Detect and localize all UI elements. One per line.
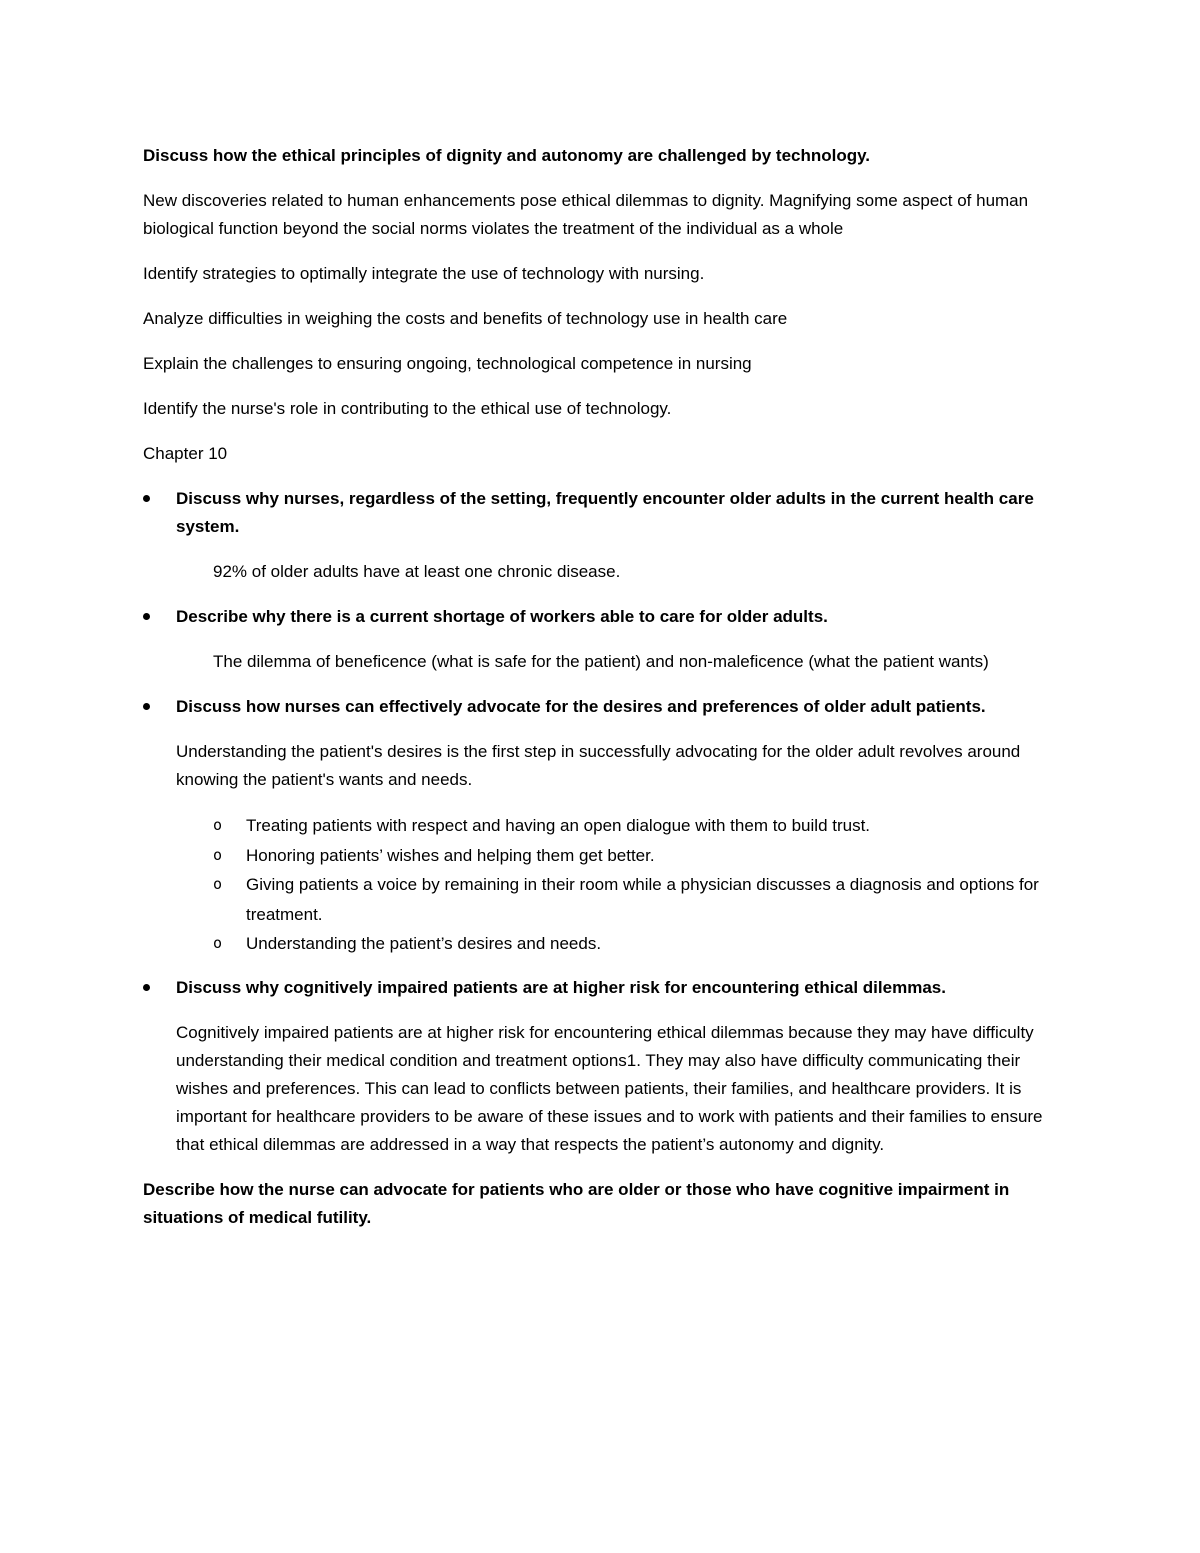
bullet-title: Discuss why nurses, regardless of the setting, frequently encounter older adults in the current health care system. <box>176 489 1034 536</box>
bullet-title: Discuss how nurses can effectively advocate for the desires and preferences of older adult patients. <box>176 697 986 716</box>
paragraph: Identify the nurse's role in contributing to the ethical use of technology. <box>143 399 672 418</box>
paragraph: Identify strategies to optimally integrate the use of technology with nursing. <box>143 264 705 283</box>
paragraph: Explain the challenges to ensuring ongoing, technological competence in nursing <box>143 354 752 373</box>
paragraph: New discoveries related to human enhancements pose ethical dilemmas to dignity. Magnifying some aspect of human biological function beyond the social norms violates the treatment of the individual as a whole <box>143 191 1029 238</box>
paragraph: Analyze difficulties in weighing the costs and benefits of technology use in health care <box>143 309 788 328</box>
bullet-title: Describe why there is a current shortage of workers able to care for older adults. <box>176 607 828 626</box>
bullet-item <box>143 693 1063 721</box>
circle-bullet-icon: o <box>213 934 223 952</box>
sub-list-item: o Treating patients with respect and having an open dialogue with them to build trust. <box>143 811 1063 841</box>
bullet-icon <box>143 495 150 502</box>
circle-bullet-icon: o <box>213 875 223 893</box>
circle-bullet-icon: o <box>213 816 223 834</box>
circle-bullet-icon: o <box>213 845 223 864</box>
sub-list-item: o Giving patients a voice by remaining in their room while a physician discusses a diagnosis and options for treatment. <box>143 870 1063 929</box>
bullet-answer: The dilemma of beneficence (what is safe for the patient) and non-maleficence (what the patient wants) <box>213 652 989 671</box>
bullet-answer: 92% of older adults have at least one chronic disease. <box>213 562 621 581</box>
bullet-answer: Understanding the patient's desires is the first step in successfully advocating for the older adult revolves around knowing the patient's wants and needs. <box>176 742 1021 789</box>
section-heading: Discuss how the ethical principles of dignity and autonomy are challenged by technology. <box>143 146 871 165</box>
bullet-item <box>143 974 1063 1002</box>
sub-list-item: o Honoring patients’ wishes and helping them get better. <box>143 841 1063 871</box>
bullet-icon <box>143 984 150 991</box>
bullet-item <box>143 603 1063 631</box>
chapter-label: Chapter 10 <box>143 444 228 463</box>
bullet-answer: Cognitively impaired patients are at higher risk for encountering ethical dilemmas because they may have difficulty understanding their medical condition and treatment options1. They may also have difficulty communicating their wishes and preferences. This can lead to conflicts between patients, their families, and healthcare providers. It is important for healthcare providers to be aware of these issues and to work with patients and their families to ensure that ethical dilemmas are addressed in a way that respects the patient’s autonomy and dignity. <box>176 1022 1043 1154</box>
document-body <box>143 142 1063 1232</box>
bullet-title: Discuss why cognitively impaired patients are at higher risk for encountering ethical dilemmas. <box>176 977 946 997</box>
bullet-item <box>143 485 1063 541</box>
section-heading: Describe how the nurse can advocate for patients who are older or those who have cognitive impairment in situations of medical futility. <box>143 1179 1010 1227</box>
bullet-icon <box>143 703 150 710</box>
sub-list-item: o Understanding the patient’s desires and needs. <box>143 929 1063 959</box>
bullet-icon <box>143 613 150 620</box>
sub-list <box>143 811 1063 959</box>
